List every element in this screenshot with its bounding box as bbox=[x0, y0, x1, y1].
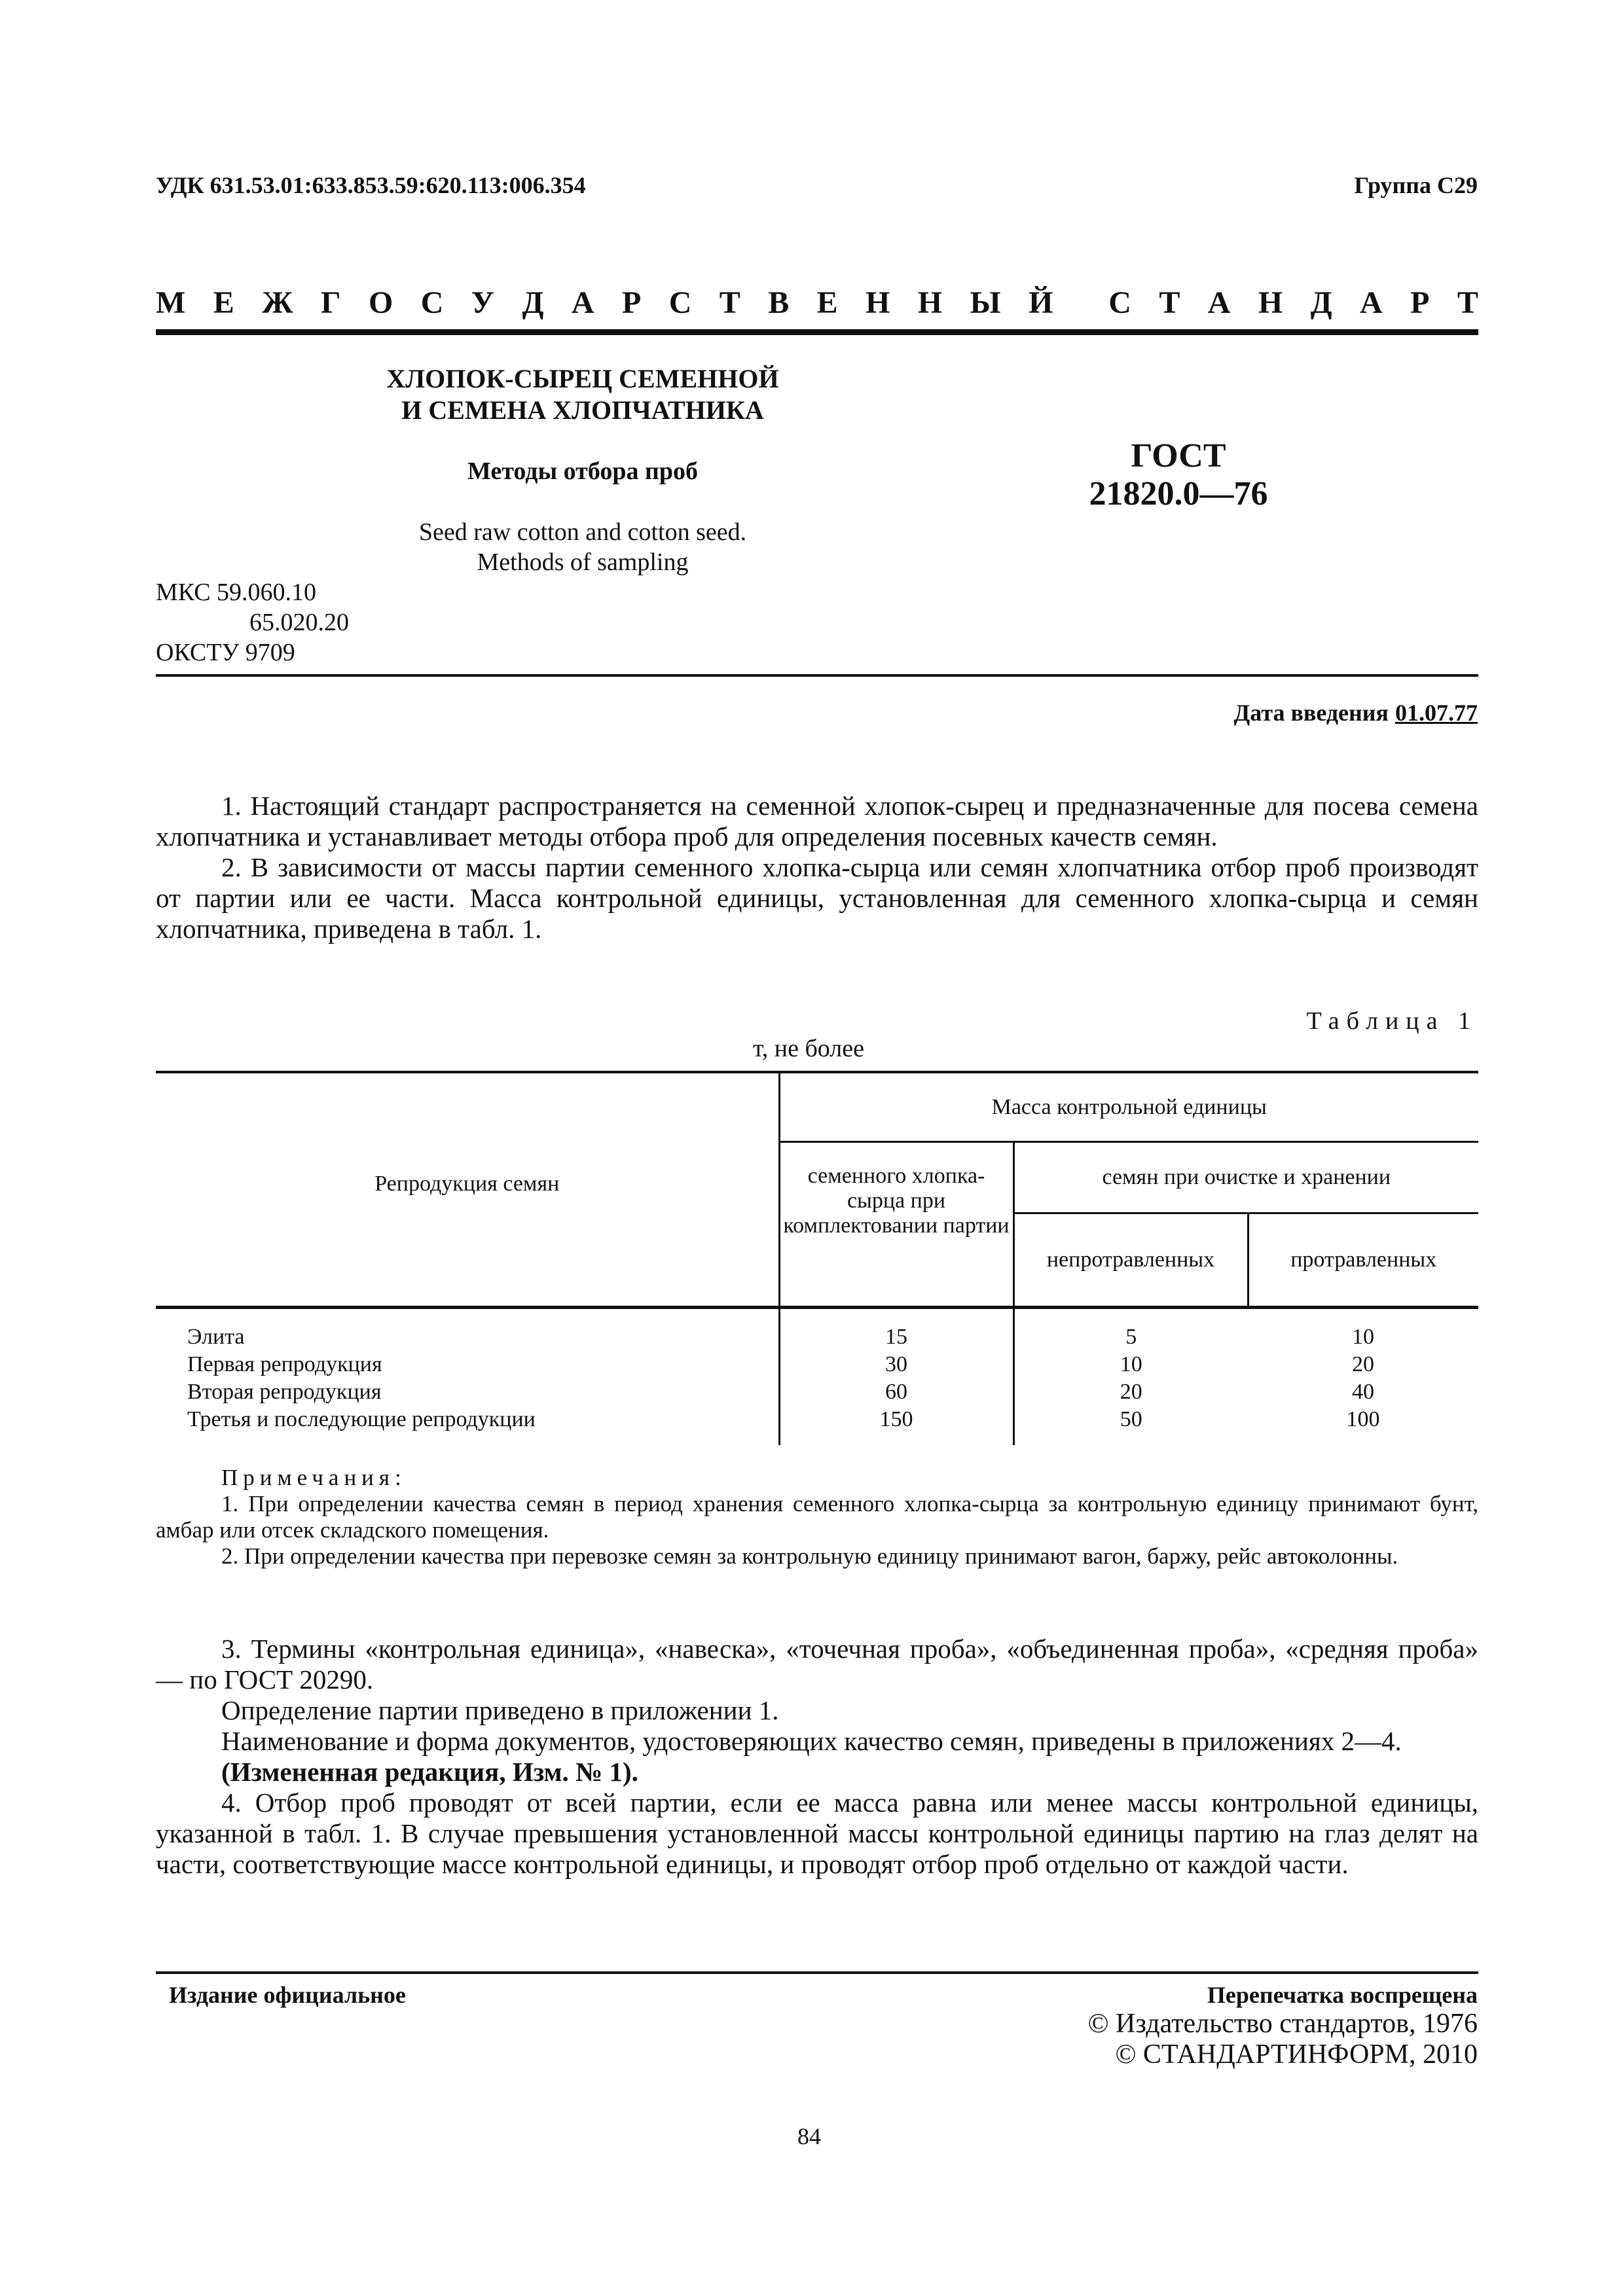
table-row bbox=[156, 1308, 1478, 1352]
heading-letter: А bbox=[571, 285, 594, 320]
row-label: Вторая репродукция bbox=[187, 1380, 382, 1404]
notes-heading: Примечания: bbox=[221, 1465, 407, 1490]
row-label: Третья и последующие репродукции bbox=[187, 1407, 536, 1431]
heading-letter: Т bbox=[1159, 285, 1180, 320]
treated-value: 100 bbox=[1346, 1407, 1380, 1431]
paragraph-3-documents: Наименование и форма документов, удостоверяющих качество семян, приведены в приложениях 2—4. bbox=[221, 1726, 1402, 1756]
gost-designation bbox=[1074, 437, 1283, 513]
group-code: Группа С29 bbox=[1354, 172, 1478, 198]
treated-value: 40 bbox=[1352, 1380, 1374, 1404]
heading-letter: Ж bbox=[262, 285, 293, 320]
raw-cotton-value: 30 bbox=[779, 1351, 1013, 1378]
english-title bbox=[354, 517, 812, 577]
heading-letter: Д bbox=[522, 285, 544, 320]
heading-letter: С bbox=[420, 285, 444, 320]
table-row bbox=[156, 1351, 1478, 1378]
heading-letter: Д bbox=[1310, 285, 1332, 320]
paragraph-1: 1. Настоящий стандарт распространяется на семенной хлопок-сырец и предназначенные для посева семена хлопчатника и устанавливает методы отбора проб для определения посевных качеств семян. bbox=[156, 791, 1478, 852]
english-title-line-1: Seed raw cotton and cotton seed. bbox=[418, 518, 747, 546]
heading-letter: Р bbox=[1410, 285, 1430, 320]
mks-code-1: МКС 59.060.10 bbox=[156, 579, 317, 606]
header-raw-cotton: семенного хлопка-сырца при комплектовании партии bbox=[779, 1142, 1013, 1308]
treated-value: 10 bbox=[1352, 1325, 1374, 1349]
amendment-note: (Измененная редакция, Изм. № 1). bbox=[221, 1757, 638, 1787]
copyright-2010: © СТАНДАРТИНФОРМ, 2010 bbox=[1115, 2039, 1478, 2070]
copyright-1976: © Издательство стандартов, 1976 bbox=[1087, 2009, 1478, 2039]
heading-letter: Р bbox=[621, 285, 642, 320]
untreated-value: 50 bbox=[1013, 1406, 1248, 1445]
intro-date-label: Дата введения bbox=[1233, 700, 1389, 726]
heading-letter: Н bbox=[1258, 285, 1283, 320]
intro-date bbox=[1234, 699, 1478, 726]
untreated-value: 20 bbox=[1013, 1378, 1248, 1406]
paragraph-2: 2. В зависимости от массы партии семенного хлопка-сырца или семян хлопчатника отбор проб производят от партии или ее части. Масса контрольной единицы, установленная для семенного хлопка-сырца и семян хлопчатника, приведена в табл. 1. bbox=[156, 852, 1478, 944]
header-mass: Масса контрольной единицы bbox=[779, 1072, 1478, 1142]
raw-cotton-value: 60 bbox=[779, 1378, 1013, 1406]
untreated-value: 10 bbox=[1013, 1351, 1248, 1378]
top-rule bbox=[156, 329, 1478, 335]
raw-cotton-value: 150 bbox=[779, 1406, 1013, 1445]
udk-code: УДК 631.53.01:633.853.59:620.113:006.354 bbox=[156, 172, 586, 198]
bottom-rule bbox=[156, 1971, 1478, 1974]
heading-letter: В bbox=[768, 285, 790, 320]
header-reproduction: Репродукция семян bbox=[156, 1072, 779, 1308]
title-line-2: И СЕМЕНА ХЛОПЧАТНИКА bbox=[401, 395, 764, 425]
header-untreated: непротравленных bbox=[1013, 1213, 1248, 1308]
heading-letter: Е bbox=[816, 285, 838, 320]
heading-letter: Г bbox=[321, 285, 341, 320]
row-label: Первая репродукция bbox=[187, 1352, 382, 1376]
note-2: 2. При определении качества при перевозке семян за контрольную единицу принимают вагон, баржу, рейс автоколонны. bbox=[221, 1543, 1398, 1569]
heading-letter: У bbox=[471, 285, 495, 320]
treated-value: 20 bbox=[1352, 1352, 1374, 1376]
intro-date-value: 01.07.77 bbox=[1395, 700, 1478, 726]
untreated-value: 5 bbox=[1013, 1308, 1248, 1352]
raw-cotton-value: 15 bbox=[779, 1308, 1013, 1352]
heading-letter: О bbox=[368, 285, 393, 320]
heading-letter: С bbox=[668, 285, 692, 320]
middle-rule bbox=[156, 674, 1478, 677]
classification-codes bbox=[156, 577, 349, 668]
heading-letter: А bbox=[1207, 285, 1231, 320]
heading-letter: С bbox=[1108, 285, 1131, 320]
paragraph-3-definition: Определение партии приведено в приложении 1. bbox=[221, 1695, 779, 1725]
heading-letter: Ы bbox=[970, 285, 1001, 320]
heading-letter: Е bbox=[213, 285, 234, 320]
page-number: 84 bbox=[797, 2123, 821, 2149]
mks-code-2: 65.020.20 bbox=[249, 609, 349, 636]
official-edition: Издание официальное bbox=[169, 1982, 406, 2008]
paragraph-3: 3. Термины «контрольная единица», «навеска», «точечная проба», «объединенная проба», «средняя проба» — по ГОСТ 20290. bbox=[156, 1634, 1478, 1695]
table-unit: т, не более bbox=[753, 1035, 864, 1062]
table-row bbox=[156, 1406, 1478, 1445]
gost-number: 21820.0—76 bbox=[1089, 475, 1268, 512]
body-paragraphs-top bbox=[156, 791, 1478, 944]
heading-letter: Н bbox=[866, 285, 890, 320]
standard-type-heading bbox=[156, 285, 1478, 321]
table-notes bbox=[156, 1465, 1478, 1570]
reprint-prohibited: Перепечатка воспрещена bbox=[1207, 1982, 1478, 2008]
body-paragraphs-bottom bbox=[156, 1634, 1478, 1880]
table-caption: Таблица 1 bbox=[1306, 1007, 1478, 1035]
table-row bbox=[156, 1378, 1478, 1406]
document-subtitle: Методы отбора проб bbox=[467, 457, 699, 485]
row-label: Элита bbox=[187, 1325, 245, 1349]
control-unit-mass-table bbox=[156, 1071, 1478, 1445]
note-1: 1. При определении качества семян в период хранения семенного хлопка-сырца за контрольную единицу принимают бунт, амбар или отсек складского помещения. bbox=[156, 1491, 1478, 1543]
okstu-code: ОКСТУ 9709 bbox=[156, 639, 295, 666]
heading-letter: Н bbox=[917, 285, 943, 320]
heading-letter: Й bbox=[1029, 285, 1053, 320]
heading-letter: А bbox=[1360, 285, 1383, 320]
title-line-1: ХЛОПОК-СЫРЕЦ СЕМЕННОЙ bbox=[386, 364, 779, 393]
english-title-line-2: Methods of sampling bbox=[477, 548, 689, 576]
heading-letter: Т bbox=[1457, 285, 1478, 320]
header-treated: протравленных bbox=[1248, 1213, 1478, 1308]
paragraph-4: 4. Отбор проб проводят от всей партии, если ее масса равна или менее массы контрольной единицы, указанной в табл. 1. В случае превышения установленной массы контрольной единицы партию на глаз делят на части, соответствующие массе контрольной единицы, и проводят отбор проб отдельно от каждой части. bbox=[156, 1787, 1478, 1879]
heading-letter: М bbox=[156, 285, 186, 320]
document-title bbox=[354, 363, 812, 426]
gost-label: ГОСТ bbox=[1131, 437, 1226, 475]
heading-letter: Т bbox=[719, 285, 740, 320]
header-seeds: семян при очистке и хранении bbox=[1013, 1142, 1478, 1213]
